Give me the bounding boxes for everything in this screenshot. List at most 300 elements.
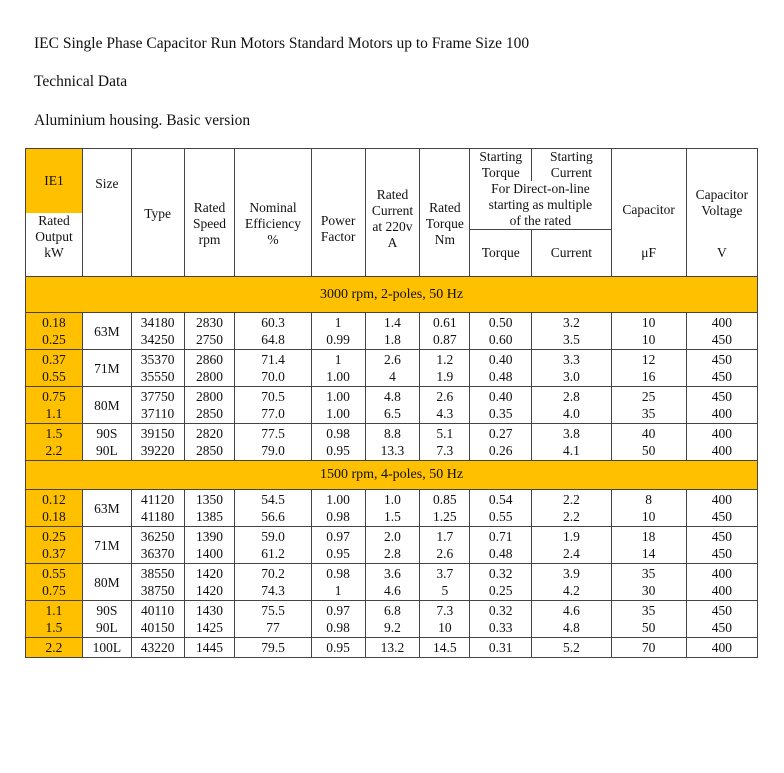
- rated-speed-cell-value: 1390: [195, 529, 223, 544]
- starting-torque-cell: [470, 313, 532, 350]
- capacitor-cell-value: 12: [641, 352, 656, 367]
- efficiency-cell: [235, 638, 311, 658]
- capacitor-cell-value: 35: [641, 566, 656, 581]
- efficiency-cell: [235, 350, 311, 387]
- rated-speed-cell-value: 2850: [195, 443, 223, 458]
- capacitor-voltage-cell-value: 450: [711, 603, 732, 618]
- starting-torque-cell-value: 0.40: [488, 389, 513, 404]
- efficiency-cell-value: 74.3: [261, 583, 285, 598]
- header-torque-unit: Torque: [470, 230, 532, 277]
- capacitor-cell-value: 70: [641, 640, 656, 655]
- efficiency-cell-value: 77.5: [261, 426, 285, 441]
- header-starting-torque: Starting Torque: [470, 149, 532, 182]
- capacitor-voltage-cell-value: 450: [711, 389, 732, 404]
- starting-current-cell-value: 4.8: [562, 620, 580, 635]
- header-rated-output: Rated Output kW: [26, 213, 83, 277]
- capacitor-voltage-cell-value: 400: [711, 492, 732, 507]
- header-rated-torque: Rated Torque Nm: [420, 149, 470, 277]
- capacitor-voltage-cell-value: 450: [711, 529, 732, 544]
- capacitor-voltage-cell-value: 400: [711, 640, 732, 655]
- starting-torque-cell: [470, 527, 532, 564]
- efficiency-cell: [235, 387, 311, 424]
- rated-output-cell-value: 0.75: [42, 583, 66, 598]
- type-cell-value: 41120: [141, 492, 175, 507]
- capacitor-cell-value: 35: [641, 406, 656, 421]
- rated-output-cell: [26, 490, 83, 527]
- efficiency-cell-value: 61.2: [261, 546, 285, 561]
- starting-torque-cell-value: 0.71: [488, 529, 513, 544]
- starting-torque-cell-value: 0.26: [488, 443, 513, 458]
- rated-torque-cell-value: 7.3: [436, 443, 454, 458]
- type-cell-value: 38750: [140, 583, 175, 598]
- starting-torque-cell: [470, 387, 532, 424]
- starting-current-cell-value: 2.2: [562, 509, 580, 524]
- type-cell-value: 41180: [141, 509, 175, 524]
- power-factor-cell-value: 0.98: [326, 566, 350, 581]
- rated-output-cell-value: 0.37: [42, 546, 66, 561]
- starting-current-cell-value: 2.8: [562, 389, 580, 404]
- efficiency-cell-value: 60.3: [261, 315, 285, 330]
- header-starting-current: Starting Current: [532, 149, 611, 182]
- rated-output-cell-value: 0.55: [42, 566, 66, 581]
- capacitor-cell: [611, 527, 686, 564]
- header-power-factor: Power Factor: [311, 149, 365, 277]
- starting-current-cell: [532, 350, 611, 387]
- rated-speed-cell: [184, 564, 235, 601]
- rated-speed-cell-value: 1350: [195, 492, 223, 507]
- size-cell: [82, 601, 131, 638]
- rated-torque-cell: [420, 638, 470, 658]
- power-factor-cell-value: 1: [334, 583, 342, 598]
- starting-current-cell-value: 2.4: [562, 546, 580, 561]
- capacitor-voltage-cell: [686, 527, 757, 564]
- efficiency-cell-value: 70.2: [261, 566, 285, 581]
- starting-current-cell: [532, 387, 611, 424]
- capacitor-cell: [611, 350, 686, 387]
- type-cell-value: 34180: [140, 315, 175, 330]
- rated-speed-cell: [184, 313, 235, 350]
- table-row: [26, 424, 758, 461]
- header-voltage-unit: V: [686, 230, 757, 277]
- rated-speed-cell-value: 2800: [195, 389, 223, 404]
- efficiency-cell-value: 79.0: [261, 443, 285, 458]
- capacitor-cell: [611, 313, 686, 350]
- efficiency-cell-value: 64.8: [261, 332, 285, 347]
- type-cell: [131, 313, 184, 350]
- starting-current-cell-value: 3.5: [562, 332, 580, 347]
- capacitor-cell: [611, 601, 686, 638]
- capacitor-cell-value: 10: [641, 315, 656, 330]
- starting-torque-cell-value: 0.31: [488, 640, 513, 655]
- power-factor-cell-value: 1.00: [326, 369, 350, 384]
- rated-speed-cell-value: 2850: [195, 406, 223, 421]
- rated-current-cell: [365, 638, 420, 658]
- rated-output-cell-value: 0.25: [42, 529, 66, 544]
- rated-current-cell-value: 6.5: [384, 406, 401, 421]
- capacitor-voltage-cell: [686, 564, 757, 601]
- rated-torque-cell: [420, 564, 470, 601]
- rated-torque-cell-value: 4.3: [436, 406, 454, 421]
- starting-current-cell: [532, 564, 611, 601]
- starting-torque-cell-value: 0.50: [488, 315, 513, 330]
- rated-output-cell: [26, 350, 83, 387]
- rated-output-cell-value: 2.2: [45, 640, 63, 655]
- rated-current-cell-value: 3.6: [384, 566, 401, 581]
- rated-output-cell-value: 1.1: [45, 406, 63, 421]
- starting-current-cell-value: 3.3: [562, 352, 580, 367]
- rated-current-cell: [365, 313, 420, 350]
- rated-current-cell-value: 13.2: [380, 640, 405, 655]
- table-body: [26, 277, 758, 658]
- efficiency-cell-value: 71.4: [261, 352, 285, 367]
- size-cell-value: 71M: [94, 360, 120, 376]
- rated-speed-cell-value: 2830: [195, 315, 223, 330]
- header-rated-current: Rated Current at 220v A: [365, 149, 420, 277]
- rated-output-cell: [26, 638, 83, 658]
- power-factor-cell: [311, 313, 365, 350]
- type-cell-value: 36250: [140, 529, 175, 544]
- capacitor-cell: [611, 638, 686, 658]
- starting-torque-cell: [470, 601, 532, 638]
- size-cell: [82, 424, 131, 461]
- rated-output-cell-value: 0.55: [42, 369, 66, 384]
- rated-torque-cell: [420, 350, 470, 387]
- rated-current-cell-value: 13.3: [380, 443, 405, 458]
- rated-torque-cell-value: 14.5: [433, 640, 457, 655]
- rated-current-cell-value: 4.8: [384, 389, 401, 404]
- rated-speed-cell-value: 2800: [195, 369, 223, 384]
- starting-current-cell-value: 3.2: [562, 315, 580, 330]
- rated-current-cell: [365, 387, 420, 424]
- power-factor-cell-value: 0.95: [326, 640, 350, 655]
- capacitor-cell-value: 50: [641, 443, 656, 458]
- efficiency-cell-value: 70.5: [261, 389, 285, 404]
- rated-current-cell: [365, 424, 420, 461]
- starting-torque-cell-value: 0.32: [488, 603, 513, 618]
- starting-current-cell-value: 2.2: [562, 492, 580, 507]
- rated-speed-cell: [184, 490, 235, 527]
- rated-output-cell: [26, 601, 83, 638]
- type-cell: [131, 490, 184, 527]
- rated-speed-cell-value: 1420: [195, 583, 223, 598]
- rated-current-cell-value: 2.0: [384, 529, 401, 544]
- starting-torque-cell: [470, 350, 532, 387]
- starting-current-cell: [532, 313, 611, 350]
- size-cell: [82, 638, 131, 658]
- capacitor-voltage-cell: [686, 387, 757, 424]
- starting-current-cell-value: 4.6: [562, 603, 580, 618]
- capacitor-voltage-cell: [686, 313, 757, 350]
- header-direct-on-line-2: starting as multiple: [470, 197, 611, 213]
- power-factor-cell-value: 0.97: [326, 603, 350, 618]
- type-cell-value: 35370: [140, 352, 175, 367]
- rated-speed-cell: [184, 350, 235, 387]
- rated-current-cell-value: 9.2: [384, 620, 401, 635]
- table-row: [26, 313, 758, 350]
- power-factor-cell-value: 1.00: [326, 389, 350, 404]
- starting-torque-cell-value: 0.35: [488, 406, 513, 421]
- type-cell-value: 39150: [140, 426, 175, 441]
- efficiency-cell: [235, 313, 311, 350]
- rated-torque-cell-value: 1.2: [436, 352, 454, 367]
- capacitor-voltage-cell: [686, 424, 757, 461]
- header-size: Size: [82, 149, 131, 277]
- efficiency-cell-value: 75.5: [261, 603, 285, 618]
- starting-torque-cell-value: 0.27: [488, 426, 513, 441]
- rated-output-cell-value: 0.18: [42, 315, 66, 330]
- starting-current-cell: [532, 527, 611, 564]
- starting-current-cell-value: 1.9: [562, 529, 580, 544]
- power-factor-cell: [311, 490, 365, 527]
- capacitor-voltage-cell-value: 450: [711, 332, 732, 347]
- rated-output-cell: [26, 564, 83, 601]
- type-cell-value: 34250: [140, 332, 175, 347]
- size-cell: [82, 350, 131, 387]
- starting-current-cell-value: 3.0: [562, 369, 580, 384]
- rated-torque-cell: [420, 527, 470, 564]
- starting-torque-cell-value: 0.48: [488, 369, 513, 384]
- capacitor-cell-value: 50: [641, 620, 656, 635]
- capacitor-cell: [611, 387, 686, 424]
- capacitor-voltage-cell-value: 450: [711, 352, 732, 367]
- starting-torque-cell: [470, 638, 532, 658]
- rated-output-cell-value: 0.25: [42, 332, 66, 347]
- rated-current-cell-value: 4.6: [384, 583, 401, 598]
- efficiency-cell: [235, 564, 311, 601]
- rated-torque-cell: [420, 424, 470, 461]
- rated-current-cell: [365, 564, 420, 601]
- power-factor-cell-value: 0.95: [326, 443, 350, 458]
- rated-output-cell: [26, 387, 83, 424]
- type-cell-value: 39220: [140, 443, 175, 458]
- capacitor-cell-value: 16: [641, 369, 656, 384]
- table-row: [26, 564, 758, 601]
- rated-speed-cell-value: 2820: [195, 426, 223, 441]
- type-cell: [131, 527, 184, 564]
- starting-torque-cell-value: 0.32: [488, 566, 513, 581]
- power-factor-cell-value: 1.00: [326, 406, 350, 421]
- power-factor-cell: [311, 387, 365, 424]
- rated-torque-cell-value: 0.61: [433, 315, 457, 330]
- size-cell-value: 90S: [96, 426, 118, 441]
- rated-speed-cell: [184, 387, 235, 424]
- rated-torque-cell-value: 1.25: [433, 509, 457, 524]
- section-label: 3000 rpm, 2-poles, 50 Hz: [26, 277, 758, 313]
- rated-output-cell-value: 1.5: [45, 426, 63, 441]
- rated-output-cell-value: 1.5: [45, 620, 63, 635]
- power-factor-cell-value: 1: [334, 315, 342, 330]
- capacitor-voltage-cell-value: 400: [711, 406, 732, 421]
- starting-current-cell: [532, 490, 611, 527]
- section-label: 1500 rpm, 4-poles, 50 Hz: [26, 461, 758, 490]
- capacitor-cell-value: 14: [641, 546, 656, 561]
- type-cell: [131, 564, 184, 601]
- table-row: [26, 527, 758, 564]
- power-factor-cell: [311, 638, 365, 658]
- type-cell-value: 43220: [140, 640, 175, 655]
- capacitor-cell: [611, 564, 686, 601]
- header-direct-on-line-3: of the rated: [470, 213, 611, 230]
- efficiency-cell-value: 70.0: [261, 369, 285, 384]
- size-cell: [82, 527, 131, 564]
- header-nominal-efficiency: Nominal Efficiency %: [235, 149, 311, 277]
- power-factor-cell: [311, 350, 365, 387]
- rated-current-cell-value: 1.5: [384, 509, 401, 524]
- power-factor-cell-value: 0.98: [326, 509, 350, 524]
- efficiency-cell-value: 77.0: [261, 406, 285, 421]
- efficiency-cell-value: 56.6: [261, 509, 285, 524]
- capacitor-cell: [611, 490, 686, 527]
- rated-torque-cell-value: 5.1: [436, 426, 454, 441]
- power-factor-cell-value: 0.98: [326, 426, 350, 441]
- rated-current-cell: [365, 527, 420, 564]
- rated-torque-cell: [420, 313, 470, 350]
- rated-torque-cell-value: 3.7: [436, 566, 454, 581]
- header-current-unit: Current: [532, 230, 611, 277]
- capacitor-voltage-cell-value: 450: [711, 620, 732, 635]
- capacitor-cell: [611, 424, 686, 461]
- rated-torque-cell-value: 1.7: [436, 529, 454, 544]
- rated-output-cell: [26, 527, 83, 564]
- rated-output-cell-value: 0.12: [42, 492, 66, 507]
- rated-output-cell-value: 1.1: [45, 603, 63, 618]
- rated-speed-cell-value: 1385: [195, 509, 223, 524]
- capacitor-cell-value: 35: [641, 603, 656, 618]
- power-factor-cell-value: 0.97: [326, 529, 350, 544]
- efficiency-cell-value: 59.0: [261, 529, 285, 544]
- section-row: [26, 277, 758, 313]
- rated-current-cell-value: 2.8: [384, 546, 401, 561]
- rated-torque-cell: [420, 387, 470, 424]
- rated-current-cell: [365, 490, 420, 527]
- starting-torque-cell: [470, 490, 532, 527]
- starting-current-cell-value: 4.0: [562, 406, 580, 421]
- table-row: [26, 387, 758, 424]
- header-rated-speed: Rated Speed rpm: [184, 149, 235, 277]
- power-factor-cell-value: 1.00: [326, 492, 350, 507]
- rated-current-cell-value: 1.0: [384, 492, 401, 507]
- capacitor-cell-value: 8: [645, 492, 653, 507]
- rated-speed-cell: [184, 527, 235, 564]
- capacitor-voltage-cell: [686, 490, 757, 527]
- starting-current-cell: [532, 601, 611, 638]
- rated-torque-cell-value: 1.9: [436, 369, 454, 384]
- rated-speed-cell-value: 1420: [195, 566, 223, 581]
- rated-torque-cell: [420, 490, 470, 527]
- size-cell-value: 71M: [94, 537, 120, 553]
- document-title: IEC Single Phase Capacitor Run Motors Standard Motors up to Frame Size 100: [34, 35, 530, 52]
- section-row: [26, 461, 758, 490]
- type-cell-value: 37110: [141, 406, 175, 421]
- rated-torque-cell-value: 7.3: [436, 603, 454, 618]
- capacitor-cell-value: 30: [641, 583, 656, 598]
- capacitor-voltage-cell: [686, 601, 757, 638]
- efficiency-cell-value: 77: [266, 620, 280, 635]
- power-factor-cell-value: 0.99: [326, 332, 350, 347]
- rated-torque-cell-value: 10: [438, 620, 452, 635]
- technical-data-table: [25, 148, 758, 658]
- table-row: [26, 350, 758, 387]
- type-cell: [131, 424, 184, 461]
- starting-torque-cell: [470, 564, 532, 601]
- header-capacitor-voltage: Capacitor Voltage: [686, 149, 757, 230]
- size-cell-value: 80M: [94, 574, 120, 590]
- type-cell-value: 35550: [140, 369, 175, 384]
- size-cell: [82, 490, 131, 527]
- capacitor-voltage-cell-value: 400: [711, 583, 732, 598]
- type-cell: [131, 387, 184, 424]
- rated-torque-cell-value: 2.6: [436, 546, 454, 561]
- power-factor-cell-value: 0.95: [326, 546, 350, 561]
- rated-speed-cell: [184, 601, 235, 638]
- header-direct-on-line-1: For Direct-on-line: [470, 181, 611, 197]
- capacitor-cell-value: 10: [641, 509, 656, 524]
- capacitor-voltage-cell-value: 400: [711, 426, 732, 441]
- rated-speed-cell-value: 1430: [195, 603, 223, 618]
- rated-torque-cell-value: 2.6: [436, 389, 454, 404]
- starting-current-cell: [532, 638, 611, 658]
- type-cell-value: 40150: [140, 620, 175, 635]
- rated-speed-cell-value: 1425: [195, 620, 223, 635]
- efficiency-cell-value: 79.5: [261, 640, 285, 655]
- efficiency-cell: [235, 490, 311, 527]
- header-type: Type: [131, 149, 184, 277]
- capacitor-voltage-cell-value: 450: [711, 546, 732, 561]
- rated-output-cell-value: 2.2: [45, 443, 63, 458]
- type-cell: [131, 350, 184, 387]
- rated-current-cell-value: 1.4: [384, 315, 401, 330]
- capacitor-cell-value: 25: [641, 389, 656, 404]
- power-factor-cell: [311, 424, 365, 461]
- rated-torque-cell: [420, 601, 470, 638]
- starting-current-cell-value: 5.2: [562, 640, 580, 655]
- capacitor-cell-value: 10: [641, 332, 656, 347]
- rated-current-cell-value: 1.8: [384, 332, 401, 347]
- size-cell-value: 63M: [94, 323, 120, 339]
- size-cell-value: 80M: [94, 397, 120, 413]
- starting-current-cell-value: 4.2: [562, 583, 580, 598]
- starting-current-cell: [532, 424, 611, 461]
- rated-output-cell-value: 0.37: [42, 352, 66, 367]
- capacitor-voltage-cell: [686, 638, 757, 658]
- starting-torque-cell-value: 0.33: [488, 620, 513, 635]
- rated-output-cell: [26, 424, 83, 461]
- capacitor-cell-value: 18: [641, 529, 656, 544]
- efficiency-cell-value: 54.5: [261, 492, 285, 507]
- starting-torque-cell: [470, 424, 532, 461]
- capacitor-voltage-cell-value: 400: [711, 443, 732, 458]
- type-cell-value: 36370: [140, 546, 175, 561]
- document-subtitle: Technical Data: [34, 73, 128, 90]
- type-cell-value: 37750: [140, 389, 175, 404]
- starting-current-cell-value: 3.9: [562, 566, 580, 581]
- starting-torque-cell-value: 0.60: [488, 332, 513, 347]
- capacitor-voltage-cell-value: 400: [711, 315, 732, 330]
- document-variant: Aluminium housing. Basic version: [34, 112, 251, 129]
- table-row: [26, 490, 758, 527]
- rated-torque-cell-value: 0.85: [433, 492, 457, 507]
- rated-current-cell-value: 4: [389, 369, 396, 384]
- rated-current-cell-value: 2.6: [384, 352, 401, 367]
- size-cell: [82, 313, 131, 350]
- power-factor-cell-value: 1: [334, 352, 342, 367]
- rated-speed-cell: [184, 638, 235, 658]
- rated-output-cell-value: 0.75: [42, 389, 66, 404]
- rated-current-cell-value: 6.8: [384, 603, 401, 618]
- rated-current-cell-value: 8.8: [384, 426, 401, 441]
- rated-speed-cell-value: 1400: [195, 546, 223, 561]
- capacitor-cell-value: 40: [641, 426, 656, 441]
